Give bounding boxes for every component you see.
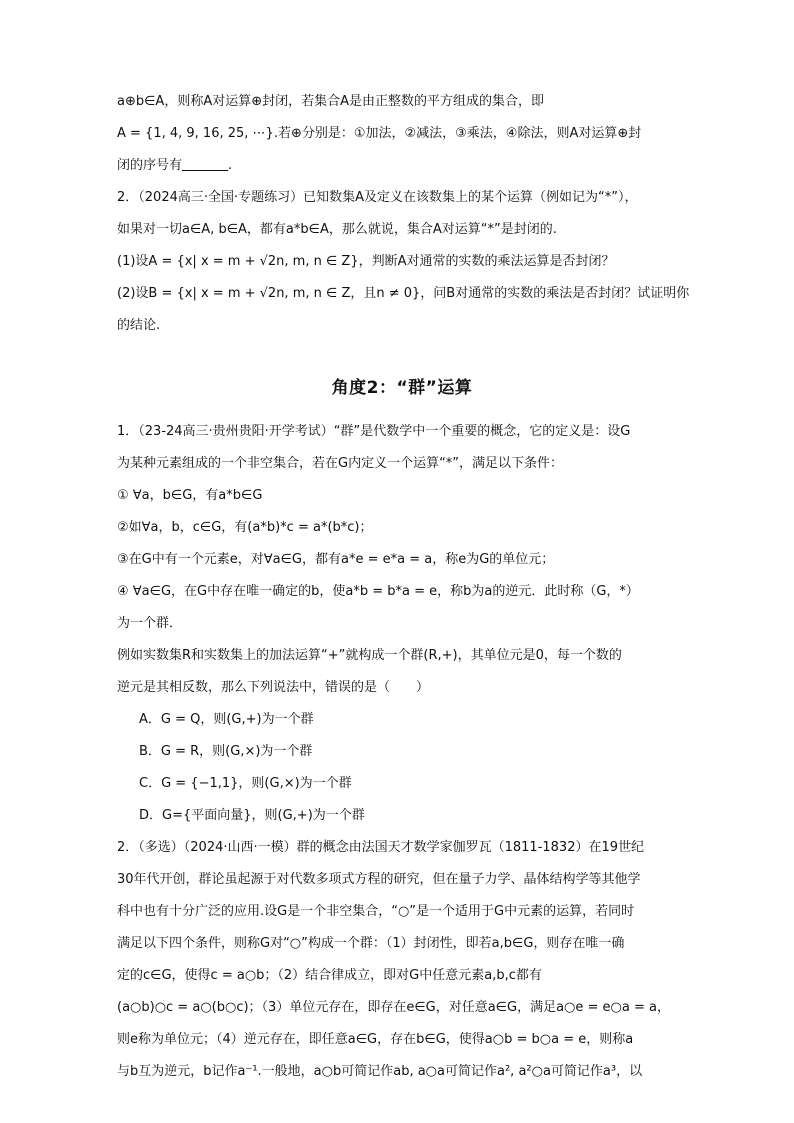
text-line: 与b互为逆元，b记作a⁻¹.一般地，a○b可简记作ab, a○a可简记作a², a²○a可简记作a³，以 xyxy=(117,1064,643,1079)
group-question-2 xyxy=(117,838,687,1082)
text-line: 的结论. xyxy=(117,318,161,333)
question-2-stem: 2．（2024高三·全国·专题练习）已知数集A及定义在该数集上的某个运算（例如记为“*”）， xyxy=(117,190,638,205)
text-line: 满足以下四个条件，则称G对“○”构成一个群：（1）封闭性，即若a,b∈G，则存在唯一确 xyxy=(117,936,625,951)
text-line: 例如实数集R和实数集上的加法运算“+”就构成一个群(R,+)，其单位元是0，每一个数的 xyxy=(117,648,622,663)
text-line-with-blank xyxy=(117,156,687,176)
text-line: (a○b)○c = a○(b○c)；（3）单位元存在，即存在e∈G，对任意a∈G，满足a○e = e○a = a， xyxy=(117,1000,670,1015)
section-heading: 角度2：“群”运算 xyxy=(331,378,473,398)
text-line: 科中也有十分广泛的应用.设G是一个非空集合，“○”是一个适用于G中元素的运算，若同时 xyxy=(117,904,635,919)
text-line: A = {1, 4, 9, 16, 25, ⋯}.若⊕分别是：①加法，②减法，③乘法，④除法，则A对运算⊕封 xyxy=(117,126,642,141)
answer-blank[interactable] xyxy=(182,157,228,171)
group-question-1 xyxy=(117,422,687,826)
option-b[interactable]: B．G = R，则(G,×)为一个群 xyxy=(139,744,313,759)
text-line: 1．（23-24高三·贵州贵阳·开学考试）“群”是代数学中一个重要的概念，它的定义是：设G xyxy=(117,424,631,439)
text-line: 30年代开创，群论虽起源于对代数多项式方程的研究，但在量子力学、晶体结构学等其他学 xyxy=(117,872,641,887)
condition-1: ① ∀a，b∈G，有a*b∈G xyxy=(117,488,263,503)
question-2-part-1: (1)设A = {x| x = m + √2n, m, n ∈ Z}，判断A对通常的实数的乘法运算是否封闭？ xyxy=(117,254,615,269)
text-line: 定的c∈G，使得c = a○b；（2）结合律成立，即对G中任意元素a,b,c都有 xyxy=(117,968,542,983)
option-a[interactable]: A．G = Q，则(G,+)为一个群 xyxy=(139,712,314,727)
option-d[interactable]: D．G={平面向量}，则(G,+)为一个群 xyxy=(139,808,365,823)
text-line: 为一个群． xyxy=(117,616,183,631)
text-fragment: 闭的序号有 xyxy=(117,158,183,173)
question-2-part-2: (2)设B = {x| x = m + √2n, m, n ∈ Z，且n ≠ 0}，问B对通常的实数的乘法是否封闭？试证明你 xyxy=(117,286,690,301)
text-fragment: . xyxy=(228,158,233,173)
condition-4: ④ ∀a∈G，在G中存在唯一确定的b，使a*b = b*a = e，称b为a的逆元．此时称（G，*） xyxy=(117,584,639,599)
text-line: 2．（多选）（2024·山西·一模）群的概念由法国天才数学家伽罗瓦（1811-1832）在19世纪 xyxy=(117,840,645,855)
condition-3: ③在G中有一个元素e，对∀a∈G，都有a*e = e*a = a，称e为G的单位元； xyxy=(117,552,555,567)
text-line: 为某种元素组成的一个非空集合，若在G内定义一个运算“*”，满足以下条件： xyxy=(117,456,564,471)
document-page xyxy=(117,92,690,1094)
text-line: 逆元是其相反数，那么下列说法中，错误的是（ ） xyxy=(117,680,430,695)
text-line: 如果对一切a∈A, b∈A，都有a*b∈A，那么就说，集合A对运算“*”是封闭的. xyxy=(117,222,557,237)
condition-2: ②如∀a，b，c∈G，有(a*b)*c = a*(b*c)； xyxy=(117,520,373,535)
option-c[interactable]: C．G = {−1,1}，则(G,×)为一个群 xyxy=(139,776,352,791)
text-line: a⊕b∈A，则称A对运算⊕封闭，若集合A是由正整数的平方组成的集合，即 xyxy=(117,94,545,109)
text-line: 则e称为单位元；（4）逆元存在，即任意a∈G，存在b∈G，使得a○b = b○a = e，则称a xyxy=(117,1032,634,1047)
